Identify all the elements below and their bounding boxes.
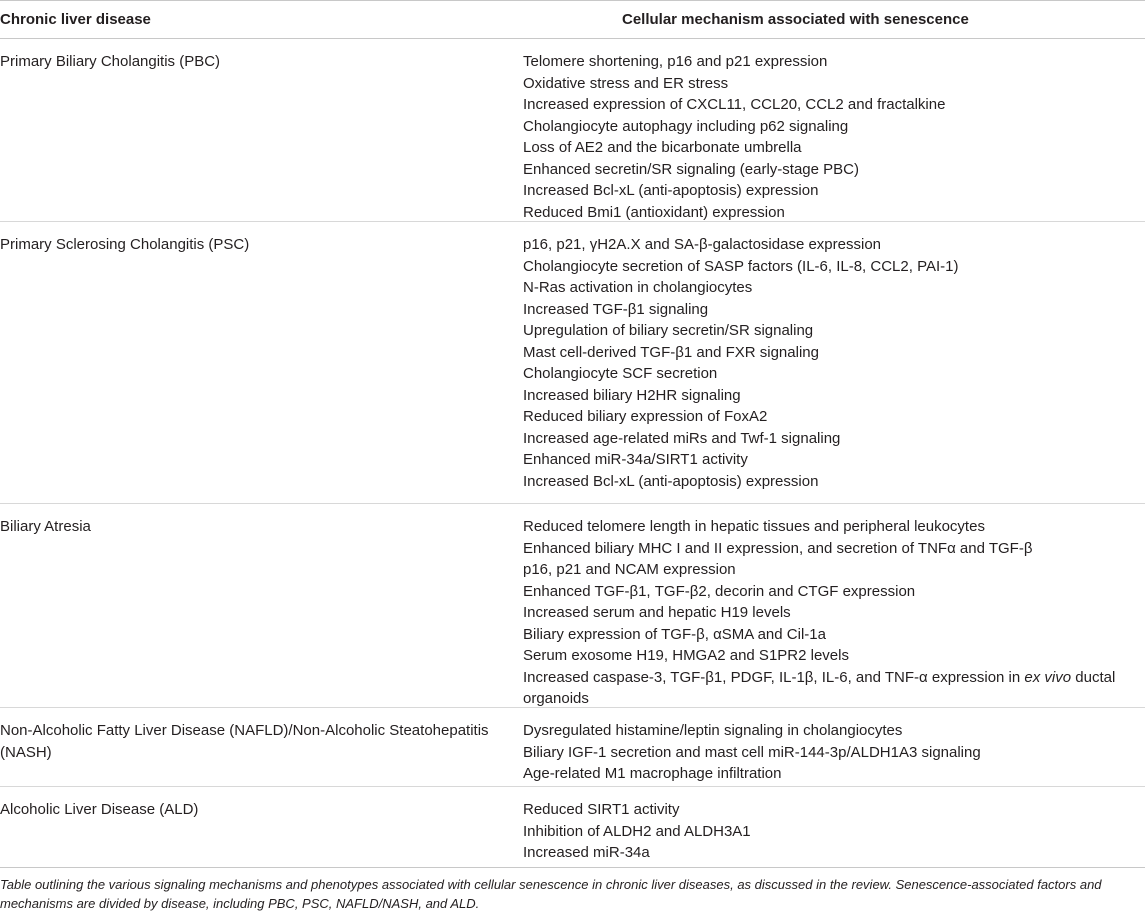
disease-cell: Primary Sclerosing Cholangitis (PSC) — [0, 236, 250, 253]
mechanism-item: Increased biliary H2HR signaling — [523, 386, 741, 404]
mechanism-list — [523, 234, 1138, 492]
mechanism-item: Enhanced secretin/SR signaling (early-stage PBC) — [523, 160, 859, 178]
mechanism-item: Dysregulated histamine/leptin signaling in cholangiocytes — [523, 722, 903, 739]
mechanism-item: Increased TGF-β1 signaling — [523, 300, 709, 318]
mechanism-item: Reduced SIRT1 activity — [523, 801, 680, 818]
mechanism-text: Increased caspase-3, TGF-β1, PDGF, IL-1β, IL-6, and TNF-α expression in — [523, 668, 1025, 686]
header-mechanism: Cellular mechanism associated with senescence — [622, 11, 969, 28]
mechanism-list — [523, 51, 1138, 223]
table-row-nafld-nash — [0, 708, 1145, 787]
table-row-psc — [0, 222, 1145, 504]
mechanism-item: Increased serum and hepatic H19 levels — [523, 604, 791, 621]
mechanism-item: Cholangiocyte autophagy including p62 signaling — [523, 117, 849, 135]
mechanism-item: Increased miR-34a — [523, 844, 650, 861]
mechanism-item: Upregulation of biliary secretin/SR signaling — [523, 322, 814, 339]
mechanism-item: Telomere shortening, p16 and p21 expression — [523, 53, 828, 70]
disease-cell: Non-Alcoholic Fatty Liver Disease (NAFLD)/Non-Alcoholic Steatohepatitis (NASH) — [0, 722, 489, 761]
mechanism-item: Increased Bcl-xL (anti-apoptosis) expression — [523, 472, 819, 490]
header-disease: Chronic liver disease — [0, 11, 151, 28]
mechanism-item: Increased Bcl-xL (anti-apoptosis) expression — [523, 182, 819, 199]
table-caption: Table outlining the various signaling mechanisms and phenotypes associated with cellular senescence in chronic liver diseases, as discussed in the review. Senescence-associated factors and mechanisms are divided by disease, including PBC, PSC, NAFLD/NASH, and ALD. — [0, 877, 1102, 911]
mechanism-list — [523, 516, 1138, 710]
disease-cell: Biliary Atresia — [0, 518, 91, 535]
mechanism-text: ductal organoids — [523, 668, 1116, 707]
mechanism-item: Loss of AE2 and the bicarbonate umbrella — [523, 139, 802, 156]
disease-cell: Primary Biliary Cholangitis (PBC) — [0, 53, 221, 70]
mechanism-item: Increased age-related miRs and Twf-1 signaling — [523, 429, 841, 447]
mechanism-item: Inhibition of ALDH2 and ALDH3A1 — [523, 822, 751, 840]
mechanism-item: Oxidative stress and ER stress — [523, 74, 729, 92]
mechanism-item: Enhanced TGF-β1, TGF-β2, decorin and CTGF expression — [523, 582, 916, 600]
mechanism-item: Enhanced miR-34a/SIRT1 activity — [523, 451, 748, 468]
mechanism-item: Biliary IGF-1 secretion and mast cell miR-144-3p/ALDH1A3 signaling — [523, 743, 981, 761]
table-row-ald — [0, 787, 1145, 868]
mechanism-item: p16, p21 and NCAM expression — [523, 561, 736, 578]
mechanism-item: Serum exosome H19, HMGA2 and S1PR2 levels — [523, 647, 849, 664]
mechanism-item: Mast cell-derived TGF-β1 and FXR signaling — [523, 343, 819, 361]
mechanism-item: Reduced Bmi1 (antioxidant) expression — [523, 203, 785, 221]
table-row-pbc — [0, 39, 1145, 222]
mechanism-item: Reduced telomere length in hepatic tissues and peripheral leukocytes — [523, 518, 985, 535]
mechanism-list — [523, 720, 1138, 785]
mechanism-italic-text: ex vivo — [1024, 668, 1072, 686]
table-row-biliary-atresia — [0, 504, 1145, 708]
mechanism-item: Increased expression of CXCL11, CCL20, CCL2 and fractalkine — [523, 96, 946, 113]
mechanism-item: p16, p21, γH2A.X and SA-β-galactosidase expression — [523, 236, 882, 253]
mechanism-item: Age-related M1 macrophage infiltration — [523, 765, 782, 782]
table-header — [0, 0, 1145, 39]
mechanism-item: Enhanced biliary MHC I and II expression, and secretion of TNFα and TGF-β — [523, 539, 1033, 557]
mechanism-item: N-Ras activation in cholangiocytes — [523, 279, 753, 296]
mechanism-item: Reduced biliary expression of FoxA2 — [523, 408, 768, 425]
mechanism-list — [523, 799, 1138, 864]
mechanism-item — [523, 667, 1138, 710]
mechanism-item: Biliary expression of TGF-β, αSMA and Cil-1a — [523, 625, 826, 643]
mechanism-item: Cholangiocyte secretion of SASP factors (IL-6, IL-8, CCL2, PAI-1) — [523, 257, 959, 275]
mechanism-item: Cholangiocyte SCF secretion — [523, 365, 718, 382]
disease-cell: Alcoholic Liver Disease (ALD) — [0, 801, 199, 818]
